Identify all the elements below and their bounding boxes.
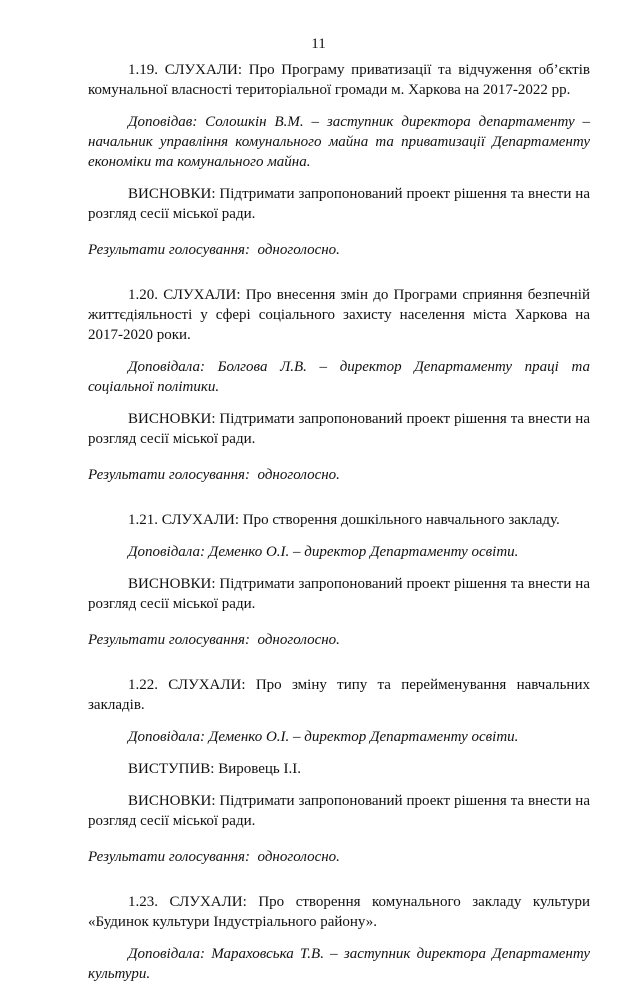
item-heard-1-20: 1.20. СЛУХАЛИ: Про внесення змін до Програми сприяння безпечній життєдіяльності у сфері соціального захисту населення міста Харкова на 2017-2020 роки. [88, 287, 590, 343]
item-heard-1-19: 1.19. СЛУХАЛИ: Про Програму приватизації та відчуження об’єктів комунальної власності територіальної громади м. Харкова на 2017-2022 рр. [88, 62, 590, 98]
item-heard-1-22: 1.22. СЛУХАЛИ: Про зміну типу та перейменування навчальних закладів. [88, 677, 590, 713]
page-number: 11 [311, 36, 326, 52]
result-value: одноголосно. [257, 242, 340, 258]
item-conclusions-1-21: ВИСНОВКИ: Підтримати запропонований проект рішення та внести на розгляд сесії міської ради. [88, 576, 590, 612]
result-value: одноголосно. [257, 632, 340, 648]
result-label: Результати голосування: [88, 467, 251, 483]
item-reporter-1-21: Доповідала: Деменко О.І. – директор Департаменту освіти. [128, 544, 519, 560]
result-value: одноголосно. [257, 849, 340, 865]
item-conclusions-1-22: ВИСНОВКИ: Підтримати запропонований проект рішення та внести на розгляд сесії міської ради. [88, 793, 590, 829]
item-speaker-1-22: ВИСТУПИВ: Вировець І.І. [128, 761, 302, 777]
result-label: Результати голосування: [88, 849, 251, 865]
item-result-1-20 [88, 465, 590, 485]
result-label: Результати голосування: [88, 632, 251, 648]
item-heard-1-23: 1.23. СЛУХАЛИ: Про створення комунального закладу культури «Будинок культури Індустріального району». [88, 894, 590, 930]
item-conclusions-1-20: ВИСНОВКИ: Підтримати запропонований проект рішення та внести на розгляд сесії міської ради. [88, 411, 590, 447]
item-reporter-1-22: Доповідала: Деменко О.І. – директор Департаменту освіти. [128, 729, 519, 745]
item-reporter-1-23: Доповідала: Мараховська Т.В. – заступник директора Департаменту культури. [88, 946, 590, 982]
item-result-1-19 [88, 240, 590, 260]
item-heard-1-21: 1.21. СЛУХАЛИ: Про створення дошкільного навчального закладу. [128, 512, 560, 528]
item-reporter-1-19: Доповідав: Солошкін В.М. – заступник директора департаменту – начальник управління комунального майна та приватизації Департаменту економіки та комунального майна. [88, 114, 590, 170]
result-value: одноголосно. [257, 467, 340, 483]
item-reporter-1-20: Доповідала: Болгова Л.В. – директор Департаменту праці та соціальної політики. [88, 359, 590, 395]
minutes-body [88, 60, 590, 984]
result-label: Результати голосування: [88, 242, 251, 258]
item-result-1-21 [88, 630, 590, 650]
item-conclusions-1-19: ВИСНОВКИ: Підтримати запропонований проект рішення та внести на розгляд сесії міської ради. [88, 186, 590, 222]
item-result-1-22 [88, 847, 590, 867]
